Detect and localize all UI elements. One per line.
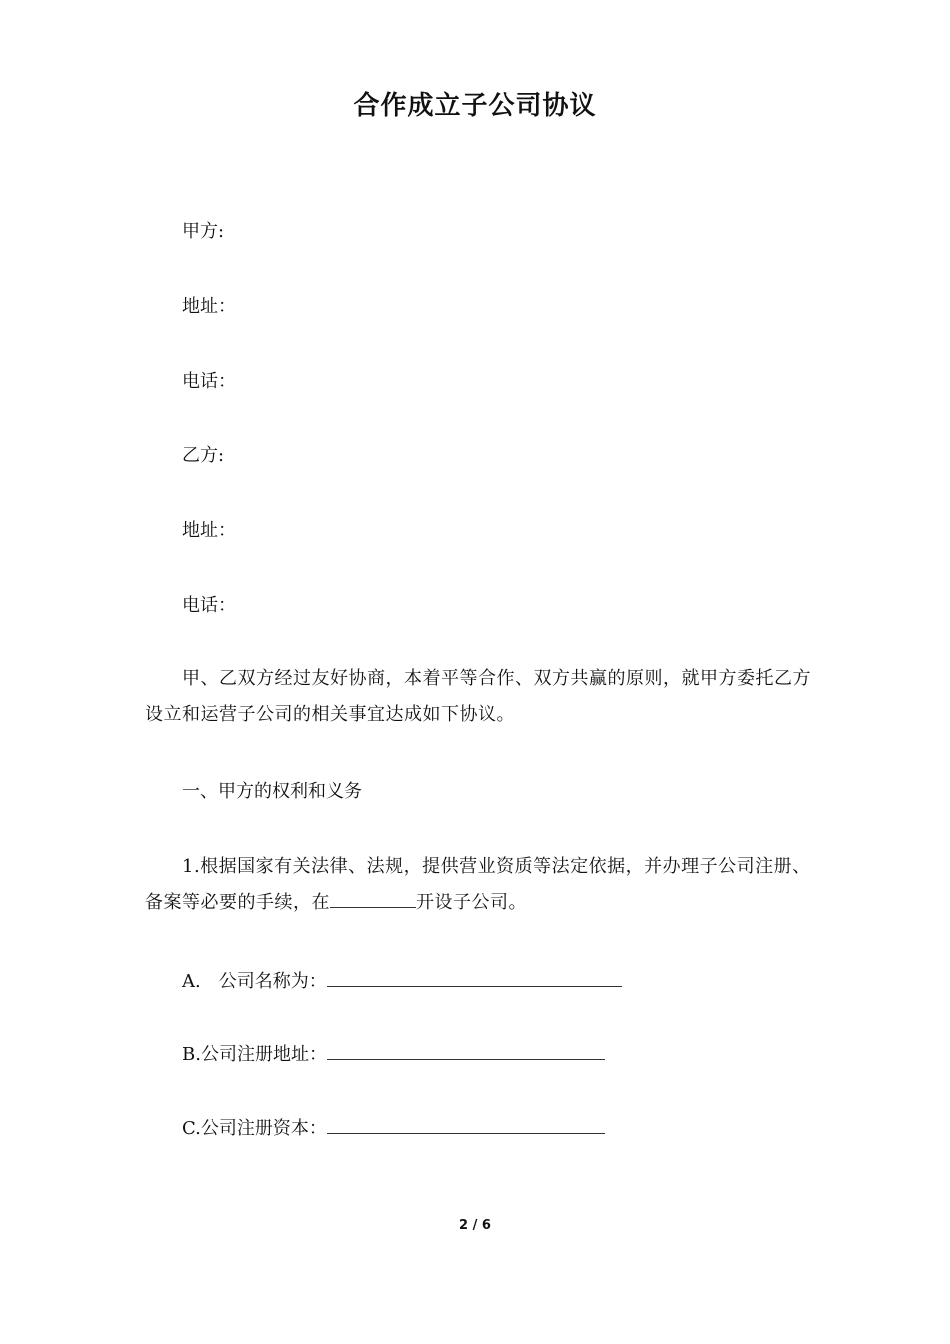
section-1-heading: 一、甲方的权利和义务: [182, 781, 362, 802]
location-blank-line: [330, 889, 416, 908]
party-b-label: 乙方:: [182, 445, 225, 466]
item-c-row: [182, 1115, 605, 1142]
clause-1-paragraph: [145, 849, 825, 921]
clause-1-text-end: 开设子公司。: [416, 892, 527, 913]
party-a-address-label: 地址：: [182, 296, 236, 317]
party-b-phone-label: 电话：: [182, 595, 236, 616]
item-a-label: A. 公司名称为：: [182, 971, 327, 992]
item-c-label: C.公司注册资本：: [182, 1118, 327, 1139]
party-a-label: 甲方:: [182, 221, 225, 242]
intro-paragraph: 甲、乙双方经过友好协商，本着平等合作、双方共赢的原则，就甲方委托乙方设立和运营子公司的相关事宜达成如下协议。: [145, 668, 811, 725]
clause-1-text: 1.根据国家有关法律、法规，提供营业资质等法定依据，并办理子公司注册、备案等必要的手续，在: [145, 856, 811, 913]
party-a-phone-label: 电话：: [182, 371, 236, 392]
registered-address-blank-line: [327, 1041, 605, 1060]
item-b-row: [182, 1041, 605, 1068]
company-name-blank-line: [327, 968, 622, 987]
item-a-row: [182, 968, 622, 995]
page-indicator: 2 / 6: [459, 1218, 491, 1233]
item-b-label: B.公司注册地址：: [182, 1044, 327, 1065]
party-b-address-label: 地址：: [182, 520, 236, 541]
document-title: 合作成立子公司协议: [353, 91, 597, 121]
registered-capital-blank-line: [327, 1115, 605, 1134]
